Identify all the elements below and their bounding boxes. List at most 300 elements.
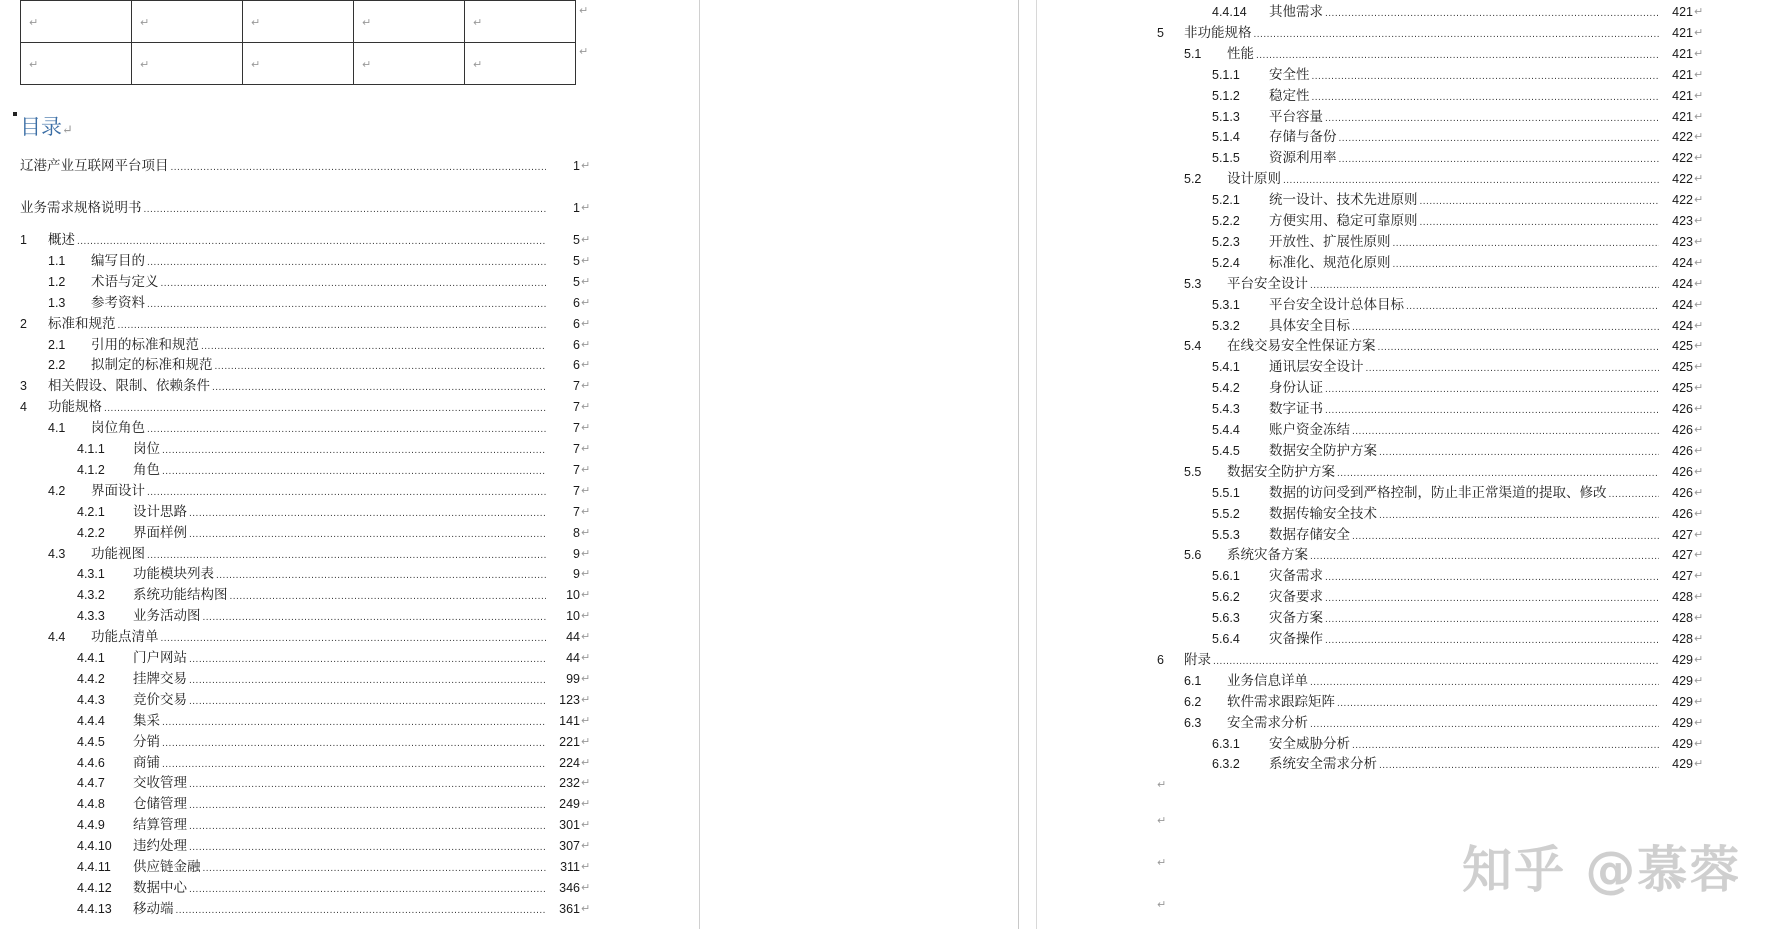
toc-entry-page-number: 221 <box>559 734 580 749</box>
toc-entry[interactable] <box>0 899 600 919</box>
paragraph-mark: ↵ <box>1694 277 1704 290</box>
table-cell[interactable] <box>354 1 465 43</box>
toc-entry-title: 在线交易安全性保证方案 <box>1227 338 1376 354</box>
toc-entry-page-number: 424 <box>1672 318 1693 333</box>
toc-entry[interactable] <box>1037 587 1737 607</box>
paragraph-mark: ↵ <box>1694 298 1704 311</box>
toc-entry-number: 5.3.1 <box>1212 297 1240 312</box>
toc-entry-page-number: 426 <box>1672 443 1693 458</box>
toc-entry[interactable] <box>1037 629 1737 649</box>
toc-leader-dots <box>91 272 546 294</box>
toc-entry-page-number: 7 <box>573 442 580 456</box>
toc-entry[interactable] <box>0 355 600 375</box>
toc-entry[interactable] <box>1037 336 1737 356</box>
blank-table[interactable] <box>20 0 576 85</box>
toc-entry-page-number: 425 <box>1672 339 1693 354</box>
toc-entry[interactable] <box>0 794 600 814</box>
toc-entry-page-number: 425 <box>1672 360 1693 375</box>
toc-leader-dots <box>133 502 546 524</box>
paragraph-mark: ↵ <box>581 902 591 915</box>
toc-leader-dots <box>1269 566 1659 588</box>
toc-leader-dots <box>133 564 546 586</box>
toc-entry[interactable] <box>1037 399 1737 419</box>
toc-entry-page-number: 249 <box>559 797 580 812</box>
table-cell[interactable] <box>243 43 354 85</box>
toc-entry-number: 5.4.3 <box>1212 402 1240 417</box>
toc-entry-title: 功能规格 <box>48 399 102 415</box>
toc-entry[interactable] <box>1037 65 1737 85</box>
toc-entry-number: 4.4.1 <box>77 651 105 665</box>
toc-entry-number: 4.2 <box>48 483 66 498</box>
toc-entry[interactable] <box>1037 232 1737 252</box>
toc-entry[interactable] <box>1037 462 1737 482</box>
toc-entry-number: 4.4.9 <box>77 818 105 833</box>
toc-entry-title: 稳定性 <box>1269 87 1310 103</box>
toc-entry[interactable] <box>0 815 600 835</box>
toc-entry-title: 仓储管理 <box>133 796 187 812</box>
toc-entry[interactable] <box>0 773 600 793</box>
toc-entry[interactable] <box>0 857 600 877</box>
toc-entry[interactable] <box>1037 253 1737 273</box>
toc-entry-page-number: 44 <box>566 651 580 665</box>
toc-entry[interactable] <box>0 460 600 480</box>
table-cell[interactable] <box>465 43 576 85</box>
toc-leader-dots <box>1269 190 1659 212</box>
toc-entry-number: 4.3.3 <box>77 609 105 624</box>
toc-entry[interactable] <box>0 335 600 355</box>
toc-entry-page-number: 426 <box>1672 485 1693 500</box>
toc-leader-dots <box>133 690 546 712</box>
toc-entry-number: 6.3.1 <box>1212 736 1240 751</box>
toc-entry-title: 统一设计、技术先进原则 <box>1269 192 1418 208</box>
table-cell[interactable] <box>132 1 243 43</box>
toc-entry-number: 4.1 <box>48 421 66 436</box>
toc-leader-dots <box>1269 378 1659 400</box>
toc-entry[interactable] <box>0 753 600 773</box>
toc-entry-page-number: 427 <box>1672 527 1693 542</box>
toc-entry[interactable] <box>1037 692 1737 712</box>
toc-entry-number: 4.4.10 <box>77 839 112 854</box>
table-cell[interactable] <box>21 43 132 85</box>
paragraph-mark: ↵ <box>1694 758 1704 771</box>
toc-entry-page-number: 346 <box>559 880 580 895</box>
empty-paragraph-mark: ↵ <box>1157 899 1167 911</box>
toc-entry-title: 平台容量 <box>1269 108 1323 124</box>
toc-entry-number: 5.5 <box>1184 464 1202 479</box>
paragraph-mark: ↵ <box>1694 424 1704 436</box>
toc-leader-dots <box>48 376 546 398</box>
toc-leader-dots <box>1184 23 1659 45</box>
toc-entry[interactable] <box>0 272 600 292</box>
toc-entry[interactable] <box>1037 169 1737 189</box>
toc-entry-number: 4 <box>20 400 27 415</box>
toc-entry-title: 开放性、扩展性原则 <box>1269 233 1391 249</box>
paragraph-mark: ↵ <box>581 610 591 623</box>
toc-leader-dots <box>133 585 546 607</box>
paragraph-mark: ↵ <box>581 463 591 476</box>
paragraph-mark: ↵ <box>1694 465 1704 478</box>
toc-entry-title: 设计原则 <box>1227 171 1281 187</box>
toc-entry-number: 5.4.2 <box>1212 381 1240 396</box>
paragraph-mark: ↵ <box>581 777 591 790</box>
table-cell[interactable] <box>21 1 132 43</box>
toc-leader-dots <box>1269 316 1659 338</box>
toc-leader-dots <box>91 481 546 503</box>
toc-leader-dots <box>1269 587 1659 609</box>
toc-entry[interactable] <box>1037 566 1737 586</box>
toc-entry-title: 数据安全防护方案 <box>1269 442 1377 458</box>
toc-entry-title: 账户资金冻结 <box>1269 422 1350 437</box>
toc-entry[interactable] <box>0 314 600 334</box>
toc-entry[interactable] <box>1037 357 1737 377</box>
toc-entry[interactable] <box>1037 734 1737 754</box>
toc-entry-page-number: 307 <box>559 839 580 854</box>
toc-entry[interactable] <box>0 836 600 856</box>
toc-entry-title: 系统安全需求分析 <box>1269 756 1377 772</box>
toc-leader-dots <box>133 732 546 754</box>
toc-entry[interactable] <box>1037 23 1737 43</box>
toc-entry-title: 数据的访问受到严格控制，防止非正常渠道的提取、修改 <box>1269 484 1607 500</box>
paragraph-mark: ↵ <box>1694 131 1704 144</box>
toc-entry-title: 标准化、规范化原则 <box>1269 254 1391 270</box>
toc-leader-dots <box>91 355 546 377</box>
toc-leader-dots <box>133 711 546 733</box>
toc-leader-dots <box>133 669 546 691</box>
toc-entry[interactable] <box>0 606 600 626</box>
paragraph-mark: ↵ <box>581 693 591 706</box>
toc-entry-number: 5.6.3 <box>1212 611 1240 626</box>
toc-entry[interactable] <box>0 418 600 438</box>
toc-entry[interactable] <box>1037 107 1737 127</box>
toc-entry[interactable] <box>1037 2 1737 22</box>
toc-entry[interactable] <box>0 711 600 731</box>
toc-entry[interactable] <box>1037 754 1737 774</box>
toc-entry-page-number: 7 <box>573 462 580 477</box>
toc-entry[interactable] <box>1037 378 1737 398</box>
toc-entry-page-number: 429 <box>1672 652 1693 667</box>
paragraph-mark: ↵ <box>1694 68 1704 81</box>
toc-entry-page-number: 422 <box>1672 172 1693 187</box>
toc-leader-dots <box>1227 713 1659 735</box>
toc-entry-title: 性能 <box>1227 45 1254 61</box>
toc-entry-title: 资源利用率 <box>1269 150 1337 166</box>
toc-entry[interactable] <box>1037 211 1737 231</box>
paragraph-mark: ↵ <box>581 526 591 539</box>
toc-entry-number: 4.4.2 <box>77 671 105 686</box>
row-end-mark: ↵ <box>579 5 589 17</box>
toc-entry[interactable] <box>1037 316 1737 336</box>
paragraph-mark: ↵ <box>1694 6 1704 18</box>
toc-entry[interactable] <box>1037 671 1737 691</box>
toc-entry-title: 数据安全防护方案 <box>1227 463 1335 479</box>
toc-leader-dots <box>1269 295 1659 317</box>
toc-entry-title: 系统功能结构图 <box>133 587 228 603</box>
toc-entry[interactable] <box>1037 148 1737 168</box>
toc-entry-number: 5.5.1 <box>1212 485 1240 500</box>
toc-leader-dots <box>1269 441 1659 463</box>
toc-entry-title: 业务需求规格说明书 <box>20 200 142 215</box>
toc-entry-title: 附录 <box>1184 651 1211 667</box>
toc-entry[interactable] <box>1037 650 1737 670</box>
toc-entry-page-number: 8 <box>573 525 580 540</box>
toc-leader-dots <box>133 794 546 816</box>
paragraph-mark: ↵ <box>581 443 591 455</box>
toc-leader-dots <box>91 251 546 273</box>
toc-entry[interactable] <box>1037 545 1737 565</box>
toc-entry-number: 5.3.2 <box>1212 318 1240 333</box>
paragraph-mark: ↵ <box>362 17 372 29</box>
paragraph-mark: ↵ <box>1694 361 1704 374</box>
paragraph-mark: ↵ <box>1694 47 1704 60</box>
toc-entry[interactable] <box>0 585 600 605</box>
toc-leader-dots <box>1269 420 1659 442</box>
paragraph-mark: ↵ <box>581 338 591 351</box>
table-cell[interactable] <box>465 1 576 43</box>
toc-entry-title: 拟制定的标准和规范 <box>91 357 213 373</box>
toc-entry[interactable] <box>0 198 600 218</box>
toc-leader-dots <box>1269 127 1659 149</box>
paragraph-mark: ↵ <box>251 59 261 71</box>
toc-entry-title: 商铺 <box>133 754 160 770</box>
toc-entry-title: 分销 <box>133 733 160 749</box>
toc-entry[interactable] <box>1037 44 1737 64</box>
toc-entry-page-number: 421 <box>1672 46 1693 61</box>
toc-entry-page-number: 421 <box>1672 25 1693 40</box>
toc-entry-title: 供应链金融 <box>133 859 201 874</box>
toc-entry-page-number: 427 <box>1672 548 1693 563</box>
toc-entry-title: 界面样例 <box>133 524 187 540</box>
toc-entry[interactable] <box>0 564 600 584</box>
toc-entry-page-number: 421 <box>1672 109 1693 124</box>
toc-leader-dots <box>1269 86 1659 108</box>
table-cell[interactable] <box>243 1 354 43</box>
paragraph-mark: ↵ <box>581 275 591 288</box>
toc-entry[interactable] <box>1037 504 1737 524</box>
toc-entry-page-number: 427 <box>1672 569 1693 584</box>
paragraph-mark: ↵ <box>1694 737 1704 750</box>
toc-entry-title: 数据存储安全 <box>1269 526 1350 542</box>
toc-entry[interactable] <box>0 230 600 250</box>
toc-entry-page-number: 301 <box>559 818 580 833</box>
toc-entry-number: 4.4.8 <box>77 797 105 812</box>
toc-entry-number: 5.2.3 <box>1212 234 1240 249</box>
toc-entry[interactable] <box>1037 713 1737 733</box>
toc-leader-dots <box>91 293 546 315</box>
toc-leader-dots <box>91 544 546 566</box>
toc-entry-number: 4.4.7 <box>77 776 105 791</box>
toc-entry[interactable] <box>0 669 600 689</box>
paragraph-mark: ↵ <box>1694 716 1704 729</box>
paragraph-mark: ↵ <box>581 798 591 811</box>
toc-heading[interactable]: 目录↵ <box>20 115 73 139</box>
toc-entry[interactable] <box>0 376 600 396</box>
table-cell[interactable] <box>354 43 465 85</box>
toc-entry-number: 4.4.12 <box>77 880 112 895</box>
table-row <box>21 43 576 85</box>
toc-entry[interactable] <box>1037 86 1737 106</box>
paragraph-mark: ↵ <box>140 59 150 71</box>
paragraph-mark: ↵ <box>581 652 591 664</box>
paragraph-mark: ↵ <box>1694 674 1704 687</box>
toc-entry-page-number: 9 <box>573 546 580 561</box>
toc-entry-number: 5.6 <box>1184 548 1202 563</box>
toc-entry-number: 5.1.4 <box>1212 130 1240 145</box>
toc-entry-number: 4.2.2 <box>77 525 105 540</box>
paragraph-mark: ↵ <box>581 422 591 435</box>
table-cell[interactable] <box>132 43 243 85</box>
toc-entry-title: 竞价交易 <box>133 691 187 707</box>
paragraph-mark: ↵ <box>1694 695 1704 708</box>
empty-paragraph-mark: ↵ <box>1157 815 1167 827</box>
toc-entry-page-number: 7 <box>573 504 580 519</box>
toc-entry-page-number: 424 <box>1672 297 1693 312</box>
toc-entry[interactable] <box>1037 608 1737 628</box>
paragraph-mark: ↵ <box>1694 549 1704 562</box>
toc-entry-number: 4.4.4 <box>77 713 105 728</box>
toc-leader-dots <box>1269 754 1659 776</box>
toc-entry-number: 6 <box>1157 652 1164 667</box>
toc-entry-title: 术语与定义 <box>91 273 159 289</box>
toc-entry-title: 安全威胁分析 <box>1269 735 1350 751</box>
paragraph-mark: ↵ <box>473 59 483 71</box>
toc-entry[interactable] <box>0 439 600 459</box>
toc-leader-dots <box>1227 692 1659 714</box>
toc-entry[interactable] <box>0 544 600 564</box>
toc-entry-number: 5.4.5 <box>1212 443 1240 458</box>
toc-entry-page-number: 1 <box>573 159 580 173</box>
paragraph-mark: ↵ <box>1694 403 1704 416</box>
toc-entry-page-number: 426 <box>1672 402 1693 417</box>
toc-entry[interactable] <box>0 627 600 647</box>
toc-entry-number: 5.1.5 <box>1212 151 1240 166</box>
toc-entry-page-number: 7 <box>573 400 580 415</box>
toc-entry-title: 门户网站 <box>133 650 187 665</box>
toc-leader-dots <box>1269 734 1659 756</box>
toc-entry-title: 安全需求分析 <box>1227 714 1308 730</box>
toc-leader-dots <box>1269 211 1659 233</box>
toc-entry-title: 具体安全目标 <box>1269 317 1350 333</box>
toc-entry-number: 5 <box>1157 25 1164 40</box>
toc-entry-page-number: 123 <box>559 692 580 707</box>
toc-entry-number: 5.6.4 <box>1212 632 1240 646</box>
paragraph-mark: ↵ <box>581 296 591 309</box>
toc-leader-dots <box>133 857 546 879</box>
toc-entry-page-number: 9 <box>573 567 580 582</box>
toc-entry-page-number: 6 <box>573 295 580 310</box>
toc-entry[interactable] <box>0 690 600 710</box>
toc-leader-dots <box>91 335 546 357</box>
toc-entry-page-number: 426 <box>1672 423 1693 437</box>
toc-leader-dots <box>133 648 546 670</box>
toc-entry-number: 5.4.4 <box>1212 423 1240 437</box>
toc-leader-dots <box>133 753 546 775</box>
paragraph-mark: ↵ <box>1694 340 1704 353</box>
paragraph-mark: ↵ <box>1694 215 1704 227</box>
toc-entry-number: 5.1 <box>1184 46 1202 61</box>
paragraph-mark: ↵ <box>1694 256 1704 269</box>
toc-entry[interactable] <box>1037 483 1737 503</box>
toc-entry-title: 业务信息详单 <box>1227 672 1308 688</box>
toc-entry[interactable] <box>1037 127 1737 147</box>
toc-entry-title: 方便实用、稳定可靠原则 <box>1269 213 1418 228</box>
toc-leader-dots <box>1269 253 1659 275</box>
toc-entry[interactable] <box>0 481 600 501</box>
toc-entry[interactable] <box>0 293 600 313</box>
paragraph-mark: ↵ <box>1694 194 1704 207</box>
toc-leader-dots <box>133 523 546 545</box>
paragraph-mark: ↵ <box>1694 110 1704 123</box>
toc-entry-number: 4.3 <box>48 546 66 561</box>
toc-entry-number: 4.4.6 <box>77 755 105 770</box>
paragraph-mark: ↵ <box>1694 507 1704 520</box>
toc-entry-number: 4.1.1 <box>77 442 105 456</box>
toc-entry[interactable] <box>0 523 600 543</box>
empty-paragraph-mark: ↵ <box>1157 779 1167 791</box>
toc-entry[interactable] <box>1037 420 1737 440</box>
toc-entry-title: 结算管理 <box>133 817 187 833</box>
toc-entry-page-number: 422 <box>1672 130 1693 145</box>
toc-leader-dots <box>20 156 546 178</box>
toc-entry[interactable] <box>0 156 600 176</box>
toc-entry-page-number: 421 <box>1672 5 1693 19</box>
toc-entry[interactable] <box>0 251 600 271</box>
toc-entry-title: 编写目的 <box>91 252 145 268</box>
toc-entry-number: 5.1.2 <box>1212 88 1240 103</box>
toc-entry[interactable] <box>0 648 600 668</box>
toc-entry-page-number: 422 <box>1672 193 1693 208</box>
toc-entry-number: 4.4.3 <box>77 692 105 707</box>
toc-entry-number: 5.5.2 <box>1212 506 1240 521</box>
toc-entry[interactable] <box>1037 441 1737 461</box>
toc-entry-title: 业务活动图 <box>133 608 201 624</box>
toc-entry-page-number: 426 <box>1672 506 1693 521</box>
toc-leader-dots <box>1269 2 1659 24</box>
page-gap <box>700 0 1020 929</box>
toc-leader-dots <box>1227 671 1659 693</box>
toc-entry[interactable] <box>0 878 600 898</box>
toc-entry[interactable] <box>1037 295 1737 315</box>
toc-entry-number: 2.2 <box>48 358 66 373</box>
toc-leader-dots <box>1227 336 1659 358</box>
toc-entry-number: 5.2.4 <box>1212 255 1240 270</box>
toc-entry-title: 辽港产业互联网平台项目 <box>20 158 169 173</box>
toc-entry[interactable] <box>0 732 600 752</box>
toc-entry-page-number: 429 <box>1672 694 1693 709</box>
toc-entry-title: 软件需求跟踪矩阵 <box>1227 693 1335 709</box>
toc-entry-number: 5.2 <box>1184 172 1202 187</box>
toc-entry-number: 5.4.1 <box>1212 360 1240 375</box>
toc-entry[interactable] <box>0 502 600 522</box>
toc-entry[interactable] <box>1037 525 1737 545</box>
toc-leader-dots <box>48 397 546 419</box>
paragraph-mark: ↵ <box>581 631 591 644</box>
toc-entry-number: 4.3.2 <box>77 588 105 603</box>
paragraph-mark: ↵ <box>581 359 591 372</box>
toc-entry[interactable] <box>1037 274 1737 294</box>
toc-leader-dots <box>91 627 546 649</box>
toc-entry-page-number: 425 <box>1672 381 1693 396</box>
toc-entry-page-number: 6 <box>573 358 580 373</box>
toc-entry-page-number: 141 <box>559 713 580 728</box>
toc-entry-number: 5.1.3 <box>1212 109 1240 124</box>
toc-entry-page-number: 423 <box>1672 234 1693 249</box>
paragraph-mark: ↵ <box>581 505 591 518</box>
toc-entry-number: 5.2.1 <box>1212 193 1240 208</box>
toc-entry-title: 设计思路 <box>133 503 187 519</box>
toc-entry[interactable] <box>0 397 600 417</box>
toc-entry-title: 功能点清单 <box>91 629 159 645</box>
toc-entry[interactable] <box>1037 190 1737 210</box>
